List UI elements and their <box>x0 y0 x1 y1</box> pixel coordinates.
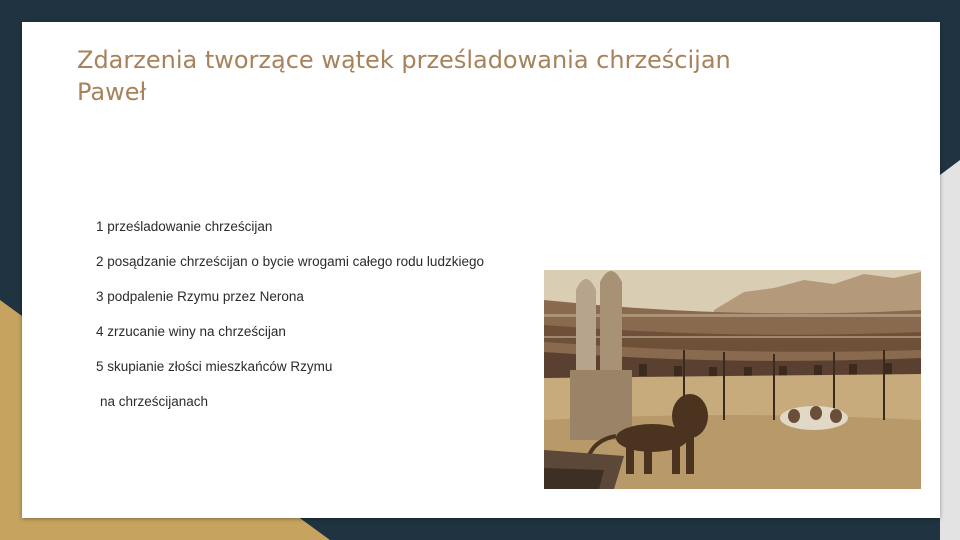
slide <box>22 22 940 518</box>
event-list <box>96 218 484 428</box>
list-item: 3 podpalenie Rzymu przez Nerona <box>96 289 304 304</box>
slide-title-line-1: Zdarzenia tworzące wątek prześladowania chrześcijan <box>77 46 731 74</box>
colosseum-painting <box>544 270 921 489</box>
list-item: 1 prześladowanie chrześcijan <box>96 219 273 234</box>
list-item: 5 skupianie złości mieszkańców Rzymu <box>96 359 333 374</box>
list-item: 4 zrzucanie winy na chrześcijan <box>96 324 286 339</box>
slide-title <box>77 44 877 108</box>
list-item: 2 posądzanie chrześcijan o bycie wrogami całego rodu ludzkiego <box>96 254 484 269</box>
list-item: na chrześcijanach <box>100 394 209 409</box>
slide-title-line-2: Paweł <box>77 78 147 106</box>
